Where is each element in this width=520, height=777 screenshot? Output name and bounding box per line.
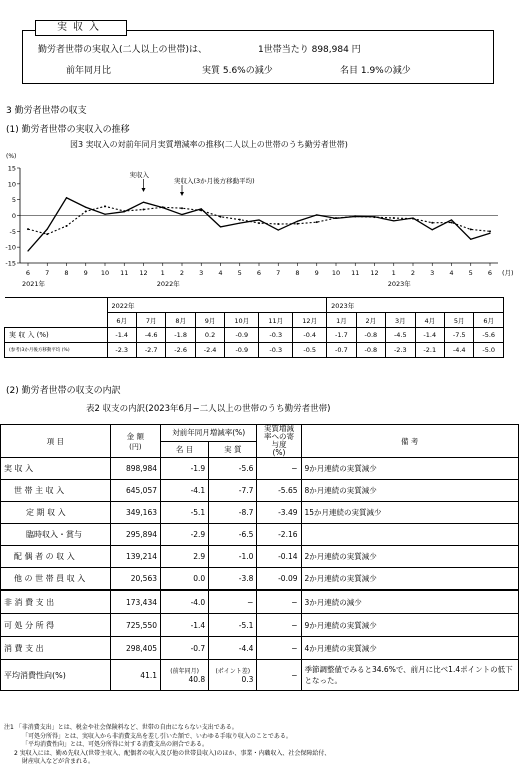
data-point xyxy=(451,219,452,220)
cell-note: 8か月連続の実質減少 xyxy=(301,480,519,502)
x-tick-label: 6 xyxy=(25,269,31,277)
cell-item: 実 収 入 xyxy=(1,458,111,480)
year-label: 2021年 xyxy=(22,280,46,288)
cell-item: 他 の 世 帯 員 収 入 xyxy=(1,568,111,591)
month-header: 5月 xyxy=(444,313,473,328)
moving-average-cell: -0.7 xyxy=(327,343,356,358)
x-tick-label: 7 xyxy=(45,269,50,277)
income-rate-cell: 0.2 xyxy=(195,328,224,343)
income-rate-cell: -4.6 xyxy=(136,328,165,343)
y-tick-label: 10 xyxy=(7,180,16,189)
x-tick-label: 9 xyxy=(83,269,88,277)
month-header: 8月 xyxy=(166,313,195,328)
x-tick-label: 2 xyxy=(410,269,416,277)
breakdown-table xyxy=(0,424,519,691)
cell-nominal-value: 40.8 xyxy=(188,675,206,684)
income-rate-cell: -0.9 xyxy=(225,328,259,343)
cell-note: 2か月連続の実質減少 xyxy=(301,568,519,591)
cell-nominal: -1.4 xyxy=(161,614,209,637)
month-header: 2月 xyxy=(356,313,385,328)
x-tick-label: 5 xyxy=(468,269,473,277)
moving-average-cell: -2.1 xyxy=(415,343,444,358)
y-tick-label: 5 xyxy=(11,196,16,205)
cell-note xyxy=(301,524,519,546)
cell-real: -3.8 xyxy=(209,568,257,591)
x-tick-label: 1 xyxy=(160,269,165,277)
data-point xyxy=(277,223,279,225)
moving-average-cell: -2.7 xyxy=(136,343,165,358)
x-tick-label: 10 xyxy=(100,269,110,277)
cell-amount: 20,563 xyxy=(110,568,160,591)
footnote-2: 「可処分所得」とは、実収入から非消費支出を差し引いた額で、いわゆる手取り収入のことである。 xyxy=(22,732,292,740)
annotation-income: 実収入 xyxy=(129,171,149,179)
data-point xyxy=(393,220,394,221)
table-row xyxy=(1,568,519,591)
x-tick-label: 6 xyxy=(256,269,262,277)
table-row xyxy=(1,614,519,637)
moving-average-cell: -0.5 xyxy=(293,343,327,358)
data-point xyxy=(316,214,317,215)
col-note: 備 考 xyxy=(301,425,519,458)
y-unit-label: (%) xyxy=(6,153,17,160)
x-tick-label: 5 xyxy=(237,269,242,277)
cell-contrib: -0.09 xyxy=(257,568,301,591)
subsection-2-title: (2) 勤労者世帯の収支の内訳 xyxy=(6,386,121,396)
annotation-arrowhead xyxy=(180,192,184,196)
cell-contrib: − xyxy=(257,637,301,660)
data-point xyxy=(393,217,395,219)
x-tick-label: 7 xyxy=(276,269,281,277)
data-point xyxy=(258,222,260,224)
x-tick-label: 12 xyxy=(370,269,379,277)
cell-real: -7.7 xyxy=(209,480,257,502)
year-2023-header: 2023年 xyxy=(327,298,504,313)
data-point xyxy=(297,221,298,222)
income-chart xyxy=(0,148,520,298)
data-point xyxy=(239,223,240,224)
month-header: 6月 xyxy=(107,313,136,328)
x-tick-label: 8 xyxy=(295,269,300,277)
data-point xyxy=(412,218,414,220)
cell-amount: 295,894 xyxy=(110,524,160,546)
col-real: 実 質 xyxy=(209,441,257,458)
summary-tag: 実収入 xyxy=(35,20,127,36)
table-row xyxy=(1,590,519,614)
cell-item: 消 費 支 出 xyxy=(1,637,111,660)
income-rate-cell: -7.5 xyxy=(444,328,473,343)
x-tick-label: 4 xyxy=(218,269,223,277)
cell-item: 配 偶 者 の 収 入 xyxy=(1,546,111,568)
data-point xyxy=(104,205,106,207)
cell-nominal: -4.1 xyxy=(161,480,209,502)
cell-note: 9か月連続の実質減少 xyxy=(301,458,519,480)
row-income-label: 実 収 入 (%) xyxy=(5,328,108,343)
moving-average-cell: -0.9 xyxy=(225,343,259,358)
cell-nominal: -4.0 xyxy=(161,590,209,614)
income-rate-cell: -1.7 xyxy=(327,328,356,343)
moving-average-cell: -2.6 xyxy=(166,343,195,358)
month-header: 6月 xyxy=(474,313,504,328)
data-point xyxy=(162,206,164,208)
cell-amount: 173,434 xyxy=(110,590,160,614)
data-point xyxy=(489,233,490,234)
summary-line2-real: 実質 5.6%の減少 xyxy=(202,66,273,76)
col-amount: 金 額 (円) xyxy=(110,425,160,458)
data-point xyxy=(489,230,491,232)
data-point xyxy=(181,214,182,215)
data-point xyxy=(432,229,433,230)
income-rate-cell: -5.6 xyxy=(474,328,504,343)
data-point xyxy=(316,221,318,223)
monthly-rate-table xyxy=(4,297,504,358)
y-tick-label: 15 xyxy=(7,164,16,173)
cell-real: -4.4 xyxy=(209,637,257,660)
data-point xyxy=(200,209,202,211)
y-tick-label: -10 xyxy=(5,243,16,252)
x-unit-label: (月) xyxy=(502,269,514,277)
col-rate: 対前年同月増減率(%) xyxy=(161,425,257,442)
series-line-1 xyxy=(28,198,490,251)
cell-contrib: − xyxy=(257,590,301,614)
data-point xyxy=(451,221,453,223)
footnote-1: 注1 「非消費支出」とは、税金や社会保険料など、世帯の自由にならない支出である。 xyxy=(4,724,238,731)
cell-amount: 898,984 xyxy=(110,458,160,480)
x-tick-label: 12 xyxy=(139,269,148,277)
month-header: 7月 xyxy=(136,313,165,328)
income-rate-cell: -1.4 xyxy=(415,328,444,343)
col-item: 項 目 xyxy=(1,425,111,458)
annotation-moving-average: 実収入(3か月後方移動平均) xyxy=(174,177,255,185)
cell-note: 15か月連続の実質減少 xyxy=(301,502,519,524)
x-tick-label: 3 xyxy=(430,269,435,277)
cell-contrib: − xyxy=(257,458,301,480)
data-point xyxy=(470,239,471,240)
data-point xyxy=(239,219,241,221)
income-rate-cell: -1.4 xyxy=(107,328,136,343)
table-title: 表2 収支の内訳(2023年6月−二人以上の世帯のうち勤労者世帯) xyxy=(86,404,331,414)
cell-nominal: 2.9 xyxy=(161,546,209,568)
cell-nominal xyxy=(161,660,209,691)
cell-note: 9か月連続の実質減少 xyxy=(301,614,519,637)
cell-note: 4か月連続の実質減少 xyxy=(301,637,519,660)
footnote-3: 「平均消費性向」とは、可処分所得に対する消費支出の割合である。 xyxy=(22,741,209,748)
y-tick-label: 0 xyxy=(11,212,16,220)
month-header: 12月 xyxy=(293,313,327,328)
cell-note: 2か月連続の実質減少 xyxy=(301,546,519,568)
data-point xyxy=(85,210,87,212)
cell-nominal: 0.0 xyxy=(161,568,209,591)
year-label: 2023年 xyxy=(387,280,411,288)
year-label: 2022年 xyxy=(156,280,180,288)
table-row xyxy=(1,458,519,480)
table-row xyxy=(1,546,519,568)
moving-average-cell: -5.0 xyxy=(474,343,504,358)
cell-item: 可 処 分 所 得 xyxy=(1,614,111,637)
data-point xyxy=(470,228,472,230)
data-point xyxy=(143,208,145,210)
data-point xyxy=(66,197,67,198)
income-rate-cell: -0.4 xyxy=(293,328,327,343)
data-point xyxy=(297,223,299,225)
data-point xyxy=(220,216,222,218)
month-header: 4月 xyxy=(415,313,444,328)
cell-contrib: − xyxy=(257,614,301,637)
table-row xyxy=(1,480,519,502)
y-tick-label: -15 xyxy=(5,259,16,268)
annotation-arrowhead xyxy=(142,188,146,192)
month-header: 1月 xyxy=(327,313,356,328)
moving-average-cell: -0.3 xyxy=(259,343,293,358)
x-tick-label: 4 xyxy=(449,269,454,277)
moving-average-cell: -0.8 xyxy=(356,343,385,358)
year-2022-header: 2022年 xyxy=(107,298,327,313)
data-point xyxy=(258,219,259,220)
x-tick-label: 6 xyxy=(487,269,493,277)
cell-real xyxy=(209,660,257,691)
cell-nominal: -1.9 xyxy=(161,458,209,480)
data-point xyxy=(143,202,144,203)
data-point xyxy=(201,208,202,209)
table-row xyxy=(1,637,519,660)
x-tick-label: 11 xyxy=(351,269,360,277)
month-header: 3月 xyxy=(386,313,415,328)
cell-real: -8.7 xyxy=(209,502,257,524)
cell-real: -1.0 xyxy=(209,546,257,568)
cell-amount: 645,057 xyxy=(110,480,160,502)
data-point xyxy=(278,229,279,230)
moving-average-cell: -2.3 xyxy=(386,343,415,358)
figure-title: 図3 実収入の対前年同月実質増減率の推移(二人以上の世帯のうち勤労者世帯) xyxy=(70,140,348,149)
summary-line2-label: 前年同月比 xyxy=(66,66,112,76)
cell-real: -6.5 xyxy=(209,524,257,546)
cell-item: 定 期 収 入 xyxy=(1,502,111,524)
month-header: 11月 xyxy=(259,313,293,328)
data-point xyxy=(27,228,29,230)
data-point xyxy=(46,233,48,235)
data-point xyxy=(27,250,28,251)
cell-nominal: -0.7 xyxy=(161,637,209,660)
data-point xyxy=(123,210,125,212)
x-tick-label: 8 xyxy=(64,269,69,277)
section-title: 3 勤労者世帯の収支 xyxy=(6,106,87,116)
col-contribution: 実質増減率への寄与度 (%) xyxy=(257,425,301,458)
cell-amount: 298,405 xyxy=(110,637,160,660)
moving-average-cell: -2.4 xyxy=(195,343,224,358)
data-point xyxy=(66,225,68,227)
cell-item: 非 消 費 支 出 xyxy=(1,590,111,614)
point-diff-label: (ポイント差) xyxy=(215,668,251,675)
data-point xyxy=(431,222,433,224)
data-point xyxy=(220,226,221,227)
cell-real: − xyxy=(209,590,257,614)
cell-real: -5.6 xyxy=(209,458,257,480)
income-rate-cell: -1.8 xyxy=(166,328,195,343)
cell-real-value: 0.3 xyxy=(241,675,254,684)
cell-item: 世 帯 主 収 入 xyxy=(1,480,111,502)
x-tick-label: 2 xyxy=(179,269,185,277)
month-header: 10月 xyxy=(225,313,259,328)
cell-nominal: -5.1 xyxy=(161,502,209,524)
cell-amount: 349,163 xyxy=(110,502,160,524)
footnotes xyxy=(4,724,514,767)
cell-amount: 139,214 xyxy=(110,546,160,568)
prev-year-label: (前年同月) xyxy=(170,668,199,675)
col-nominal: 名 目 xyxy=(161,441,209,458)
cell-real: -5.1 xyxy=(209,614,257,637)
x-tick-label: 10 xyxy=(331,269,341,277)
data-point xyxy=(354,215,356,217)
summary-line1-value: 1世帯当たり 898,984 円 xyxy=(258,45,361,55)
footnote-4: 2 実収入には、勤め先収入(世帯主収入、配偶者の収入及び他の世帯員収入)のほか、事業・内職収入、社会保障給付、 xyxy=(14,749,331,757)
cell-contrib: -5.65 xyxy=(257,480,301,502)
cell-contrib: -3.49 xyxy=(257,502,301,524)
income-rate-cell: -4.5 xyxy=(386,328,415,343)
data-point xyxy=(335,217,337,219)
data-point xyxy=(104,214,105,215)
data-point xyxy=(181,207,183,209)
cell-contrib: -2.16 xyxy=(257,524,301,546)
x-tick-label: 1 xyxy=(391,269,396,277)
cell-item: 臨時収入・賞与 xyxy=(1,524,111,546)
table-row xyxy=(1,660,519,691)
moving-average-cell: -4.4 xyxy=(444,343,473,358)
data-point xyxy=(374,216,376,218)
x-tick-label: 9 xyxy=(314,269,319,277)
table-row xyxy=(1,502,519,524)
row-moving-average-label: (参考)3か月後方移動平均 (%) xyxy=(5,343,108,358)
x-tick-label: 3 xyxy=(199,269,204,277)
y-tick-label: -5 xyxy=(9,227,16,236)
moving-average-cell: -2.3 xyxy=(107,343,136,358)
footnote-5: 財産収入などが含まれる。 xyxy=(22,758,95,765)
data-point xyxy=(47,229,48,230)
income-rate-cell: -0.3 xyxy=(259,328,293,343)
income-rate-cell: -0.8 xyxy=(356,328,385,343)
x-tick-label: 11 xyxy=(120,269,129,277)
summary-line1-label: 勤労者世帯の実収入(二人以上の世帯)は、 xyxy=(38,45,208,55)
table-row xyxy=(1,524,519,546)
subsection-1-title: (1) 勤労者世帯の実収入の推移 xyxy=(6,125,130,135)
summary-line2-nominal: 名目 1.9%の減少 xyxy=(340,66,411,76)
cell-amount: 41.1 xyxy=(110,660,160,691)
cell-contrib: − xyxy=(257,660,301,691)
cell-item: 平均消費性向(%) xyxy=(1,660,111,691)
cell-note: 季節調整値でみると34.6%で、前月に比べ1.4ポイントの低下となった。 xyxy=(301,660,519,691)
cell-amount: 725,550 xyxy=(110,614,160,637)
cell-note: 3か月連続の減少 xyxy=(301,590,519,614)
data-point xyxy=(85,207,86,208)
month-header: 9月 xyxy=(195,313,224,328)
cell-nominal: -2.9 xyxy=(161,524,209,546)
cell-contrib: -0.14 xyxy=(257,546,301,568)
